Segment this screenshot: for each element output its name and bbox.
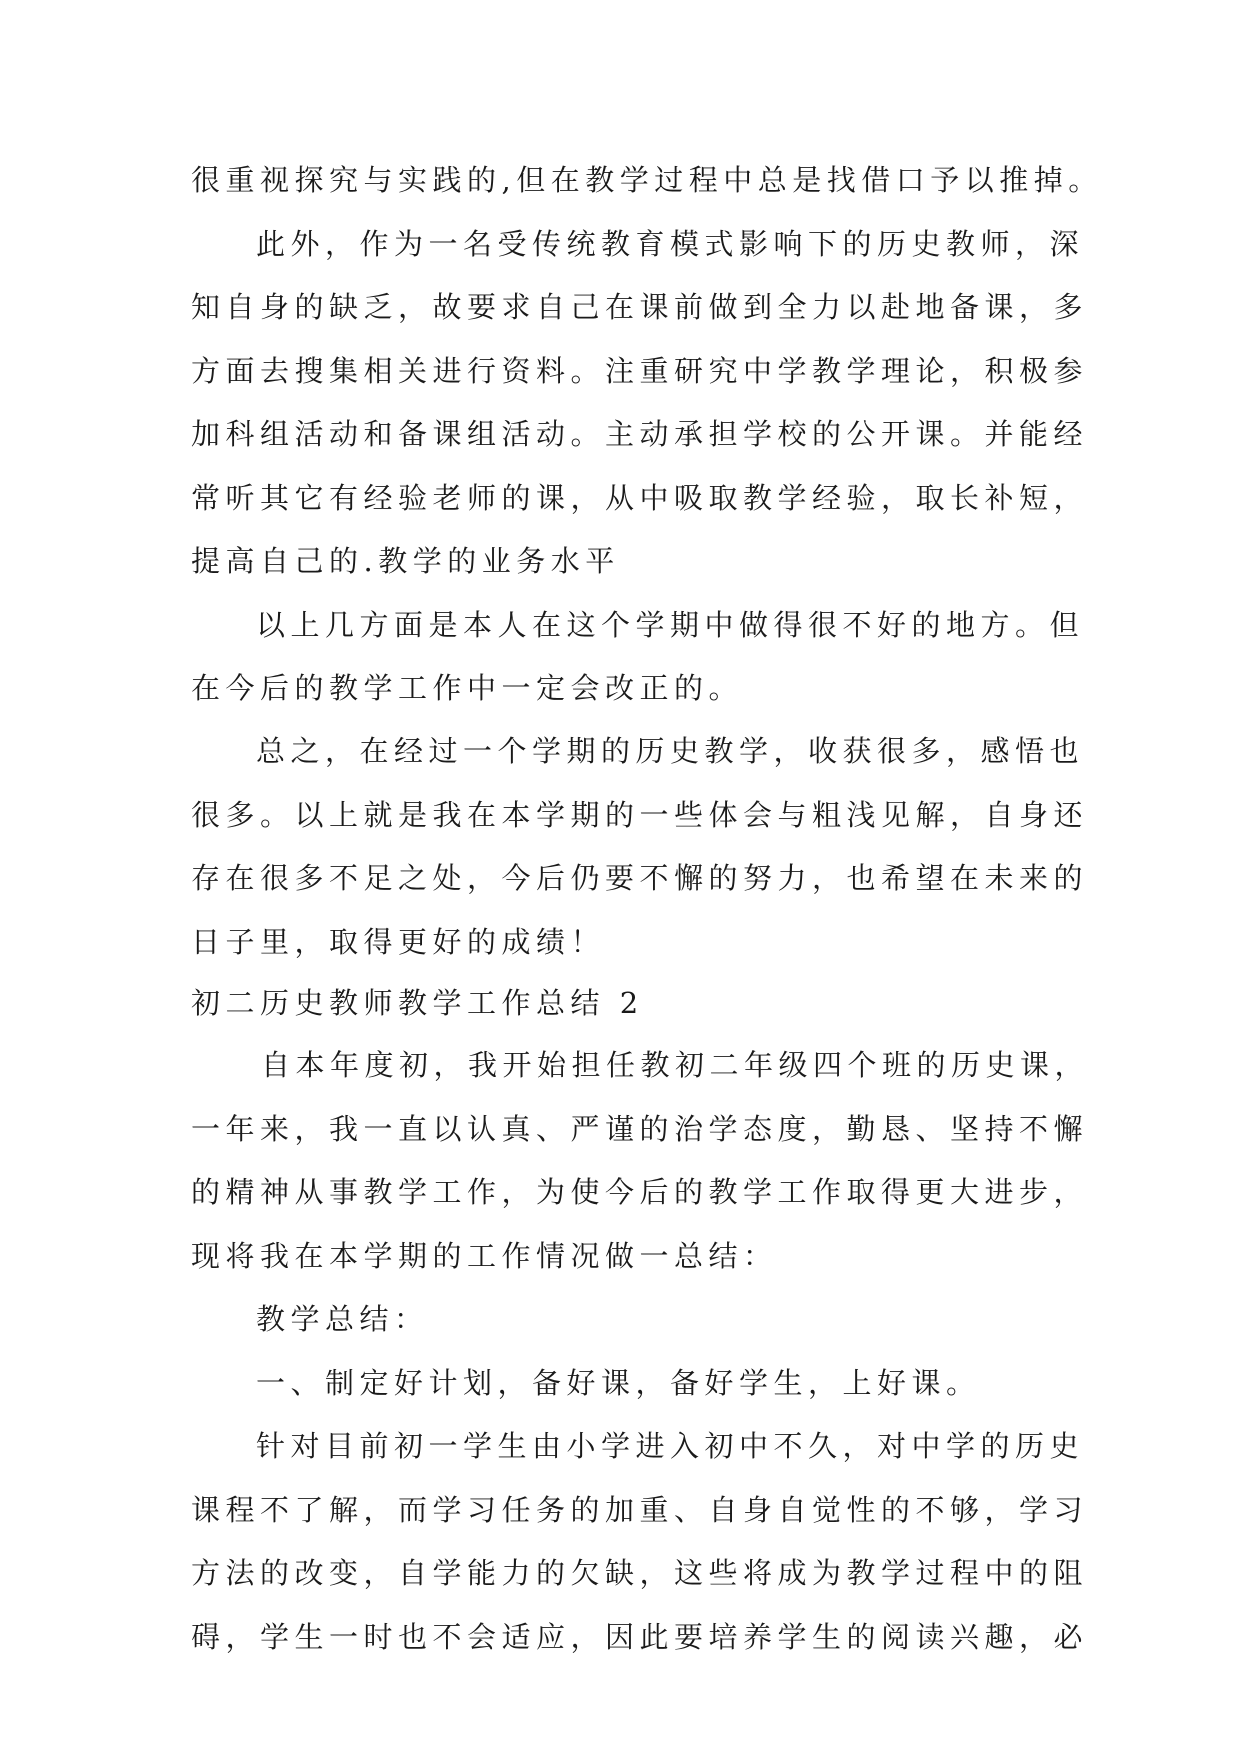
text-line: 很多。以上就是我在本学期的一些体会与粗浅见解，自身还: [191, 798, 1089, 832]
text-line: 日子里，取得更好的成绩！: [191, 925, 606, 959]
section-heading: 初二历史教师教学工作总结 2: [191, 986, 644, 1020]
paragraph-start-line: 此外，作为一名受传统教育模式影响下的历史教师，深: [256, 227, 1085, 261]
text-line: 在今后的教学工作中一定会改正的。: [191, 671, 744, 705]
paragraph-start-line: 以上几方面是本人在这个学期中做得很不好的地方。但: [256, 608, 1085, 642]
paragraph-start-line: 针对目前初一学生由小学进入初中不久，对中学的历史: [256, 1429, 1085, 1463]
text-line: 知自身的缺乏，故要求自己在课前做到全力以赴地备课，多: [191, 290, 1089, 324]
text-line: 的精神从事教学工作，为使今后的教学工作取得更大进步，: [191, 1175, 1089, 1209]
text-line: 一年来，我一直以认真、严谨的治学态度，勤恳、坚持不懈: [191, 1112, 1089, 1146]
paragraph-start-line: 总之，在经过一个学期的历史教学，收获很多，感悟也: [256, 734, 1085, 768]
text-line: 提高自己的.教学的业务水平: [191, 544, 620, 578]
text-line: 现将我在本学期的工作情况做一总结：: [191, 1239, 778, 1273]
text-line: 碍，学生一时也不会适应，因此要培养学生的阅读兴趣，必: [191, 1620, 1089, 1654]
text-line: 加科组活动和备课组活动。主动承担学校的公开课。并能经: [191, 417, 1089, 451]
paragraph-start-line: 自本年度初，我开始担任教初二年级四个班的历史课，: [261, 1048, 1090, 1082]
text-line: 常听其它有经验老师的课，从中吸取教学经验，取长补短，: [191, 481, 1089, 515]
text-line: 课程不了解，而学习任务的加重、自身自觉性的不够，学习: [191, 1493, 1089, 1527]
text-line: 很重视探究与实践的,但在教学过程中总是找借口予以推掉。: [191, 163, 1103, 197]
subheading-line: 教学总结：: [256, 1302, 429, 1336]
text-line: 存在很多不足之处，今后仍要不懈的努力，也希望在未来的: [191, 861, 1089, 895]
text-line: 方面去搜集相关进行资料。注重研究中学教学理论，积极参: [191, 354, 1089, 388]
list-heading-line: 一、制定好计划，备好课，备好学生，上好课。: [256, 1366, 981, 1400]
text-line: 方法的改变，自学能力的欠缺，这些将成为教学过程中的阻: [191, 1556, 1089, 1590]
